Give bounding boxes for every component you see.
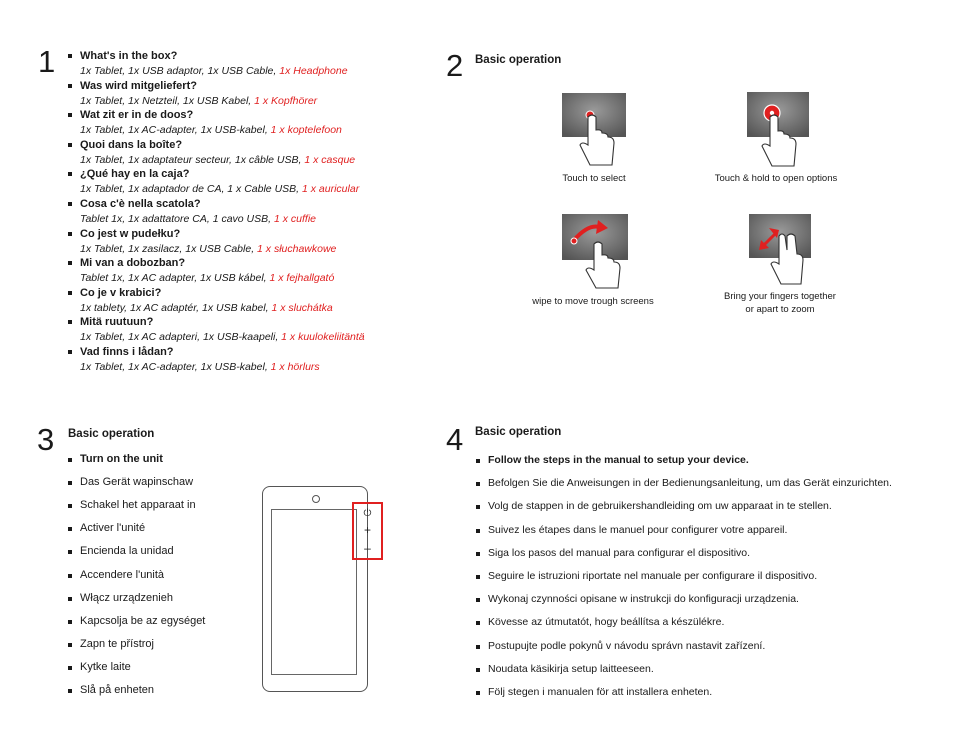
box-item-question: Wat zit er in de doos? (80, 109, 194, 122)
volume-down-icon: – (364, 541, 371, 555)
box-item-contents: 1x tablety, 1x AC adaptér, 1x USB kabel, (80, 301, 272, 314)
box-item-answer (80, 331, 365, 343)
bullet-icon (68, 54, 72, 58)
section-3-title: Basic operation (68, 428, 155, 440)
box-item-answer (80, 95, 317, 107)
bullet-icon (476, 668, 480, 672)
volume-up-icon: + (363, 523, 371, 537)
box-item-question: Was wird mitgeliefert? (80, 79, 197, 92)
box-item-headphone: 1 x kuulokeliitäntä (281, 331, 365, 344)
bullet-icon (476, 575, 480, 579)
list-item-text: Siga los pasos del manual para configurar el dispositivo. (488, 546, 751, 559)
bullet-icon (68, 350, 72, 354)
list-item-text: Kövesse az útmutatót, hogy beállítsa a készülékre. (488, 616, 725, 629)
box-item-answer (80, 124, 342, 136)
bullet-icon (68, 574, 72, 578)
swipe-gesture-illustration (562, 214, 628, 290)
box-item-headphone: 1 x hörlurs (270, 361, 320, 373)
list-item-text: Accendere l'unità (80, 568, 165, 581)
box-item-contents: 1x Tablet, 1x AC adapteri, 1x USB-kaapeli, (80, 331, 282, 344)
box-item-question: Mitä ruutuun? (80, 316, 154, 329)
box-item-question: Co je v krabici? (80, 286, 162, 299)
box-item-answer (80, 213, 316, 225)
bullet-icon (476, 645, 480, 649)
bullet-icon (68, 261, 72, 265)
box-item-contents: 1x Tablet, 1x USB adaptor, 1x USB Cable, (80, 65, 280, 77)
box-item-answer (80, 183, 359, 195)
box-item-contents: Tablet 1x, 1x AC adapter, 1x USB kábel, (80, 272, 270, 285)
section-number-1: 1 (38, 44, 56, 79)
list-item-text: Befolgen Sie die Anweisungen in der Bedienungsanleitung, um das Gerät einzurichten. (488, 477, 892, 490)
box-item-contents: Tablet 1x, 1x adattatore CA, 1 cavo USB, (80, 213, 274, 225)
bullet-icon (68, 143, 72, 147)
box-item-headphone: 1 x cuffie (273, 213, 316, 225)
pinch-caption-line1: Bring your fingers together (724, 291, 836, 302)
bullet-icon (68, 643, 72, 647)
bullet-icon (68, 666, 72, 670)
bullet-icon (68, 527, 72, 531)
bullet-icon (68, 620, 72, 624)
list-item-text: Activer l'unité (80, 522, 146, 535)
list-item-text: Seguire le istruzioni riportate nel manuale per configurare il dispositivo. (488, 570, 818, 582)
box-item-contents: 1x Tablet, 1x Netzteil, 1x USB Kabel, (80, 94, 255, 107)
list-item-text: Das Gerät wapinschaw (80, 476, 194, 489)
tap-caption: Touch to select (562, 173, 626, 184)
box-item-question: Mi van a dobozban? (80, 257, 186, 270)
box-item-question: Quoi dans la boîte? (80, 138, 183, 151)
list-item-text: Volg de stappen in de gebruikershandleiding om uw apparaat in te stellen. (488, 500, 832, 513)
box-item-contents: 1x Tablet, 1x AC-adapter, 1x USB-kabel, (80, 361, 271, 373)
list-item-text: Wykonaj czynności opisane w instrukcji do konfiguracji urządzenia. (488, 593, 799, 606)
list-item-text: Włącz urządzenieh (80, 591, 173, 604)
bullet-icon (68, 84, 72, 88)
box-item-headphone: 1 x auricular (302, 183, 360, 196)
box-item-headphone: 1 x sluchátka (271, 301, 333, 314)
hold-gesture-illustration (747, 92, 809, 170)
bullet-icon (476, 691, 480, 695)
power-icon: ⏻ (363, 508, 372, 519)
box-item-headphone: 1 x Kopfhörer (254, 94, 318, 107)
box-item-headphone: 1 x słuchawkowe (257, 242, 337, 255)
list-item-text: Turn on the unit (80, 453, 163, 465)
box-item-headphone: 1x Headphone (279, 65, 348, 77)
bullet-icon (68, 232, 72, 236)
bullet-icon (68, 504, 72, 508)
bullet-icon (476, 598, 480, 602)
box-item-question: Co jest w pudełku? (80, 227, 181, 240)
pinch-gesture-illustration (749, 214, 811, 286)
bullet-icon (476, 459, 480, 463)
box-item-answer (80, 154, 355, 166)
box-item-contents: 1x Tablet, 1x adaptador de CA, 1 x Cable USB, (80, 183, 302, 196)
box-item-headphone: 1 x fejhallgató (269, 272, 335, 285)
box-item-question: Vad finns i lådan? (80, 346, 174, 358)
bullet-icon (68, 202, 72, 206)
section-number-2: 2 (446, 48, 464, 83)
bullet-icon (476, 529, 480, 533)
bullet-icon (476, 552, 480, 556)
hold-caption: Touch & hold to open options (714, 173, 838, 184)
box-item-answer (80, 302, 333, 314)
list-item-text: Slå på enheten (80, 684, 155, 696)
box-item-contents: 1x Tablet, 1x adaptateur secteur, 1x câble USB, (80, 153, 305, 166)
bullet-icon (68, 597, 72, 601)
swipe-caption: wipe to move trough screens (532, 296, 654, 307)
box-item-answer (80, 272, 334, 284)
box-item-question: ¿Qué hay en la caja? (80, 168, 190, 181)
box-item-answer (80, 361, 320, 373)
list-item-text: Schakel het apparaat in (80, 499, 196, 512)
bullet-icon (68, 689, 72, 693)
list-item-text: Encienda la unidad (80, 545, 174, 558)
bullet-icon (68, 113, 72, 117)
list-item-text: Postupujte podle pokynů v návodu správn nastavit zařízení. (488, 639, 766, 652)
box-item-question: Cosa c'è nella scatola? (80, 198, 201, 210)
bullet-icon (476, 482, 480, 486)
list-item-text: Follow the steps in the manual to setup your device. (488, 454, 749, 466)
bullet-icon (68, 550, 72, 554)
section-number-3: 3 (37, 422, 55, 457)
box-item-answer (80, 243, 336, 255)
bullet-icon (68, 172, 72, 176)
list-item-text: Noudata käsikirja setup laitteeseen. (488, 662, 654, 675)
pinch-caption-line2: or apart to zoom (745, 304, 815, 315)
bullet-icon (476, 505, 480, 509)
section-number-4: 4 (446, 422, 464, 457)
section-4-title: Basic operation (475, 426, 562, 438)
section-2-title: Basic operation (475, 54, 562, 66)
bullet-icon (476, 621, 480, 625)
tablet-screen (271, 509, 357, 675)
camera-icon (312, 495, 320, 503)
tap-gesture-illustration (562, 93, 626, 169)
list-item-text: Suivez les étapes dans le manuel pour configurer votre appareil. (488, 523, 788, 536)
list-item-text: Zapn te přístroj (80, 637, 154, 650)
box-item-contents: 1x Tablet, 1x AC-adapter, 1x USB-kabel, (80, 124, 271, 137)
box-item-headphone: 1 x casque (304, 153, 356, 166)
bullet-icon (68, 458, 72, 462)
box-item-answer (80, 65, 348, 77)
side-buttons-highlight (352, 502, 383, 560)
box-item-headphone: 1 x koptelefoon (270, 124, 342, 137)
bullet-icon (68, 291, 72, 295)
list-item-text: Kapcsolja be az egységet (80, 614, 206, 627)
list-item-text: Följ stegen i manualen för att installera enheten. (488, 686, 713, 698)
box-item-contents: 1x Tablet, 1x zasilacz, 1x USB Cable, (80, 242, 258, 255)
box-item-question: What's in the box? (80, 50, 178, 62)
bullet-icon (68, 481, 72, 485)
list-item-text: Kytke laite (80, 660, 131, 673)
bullet-icon (68, 320, 72, 324)
